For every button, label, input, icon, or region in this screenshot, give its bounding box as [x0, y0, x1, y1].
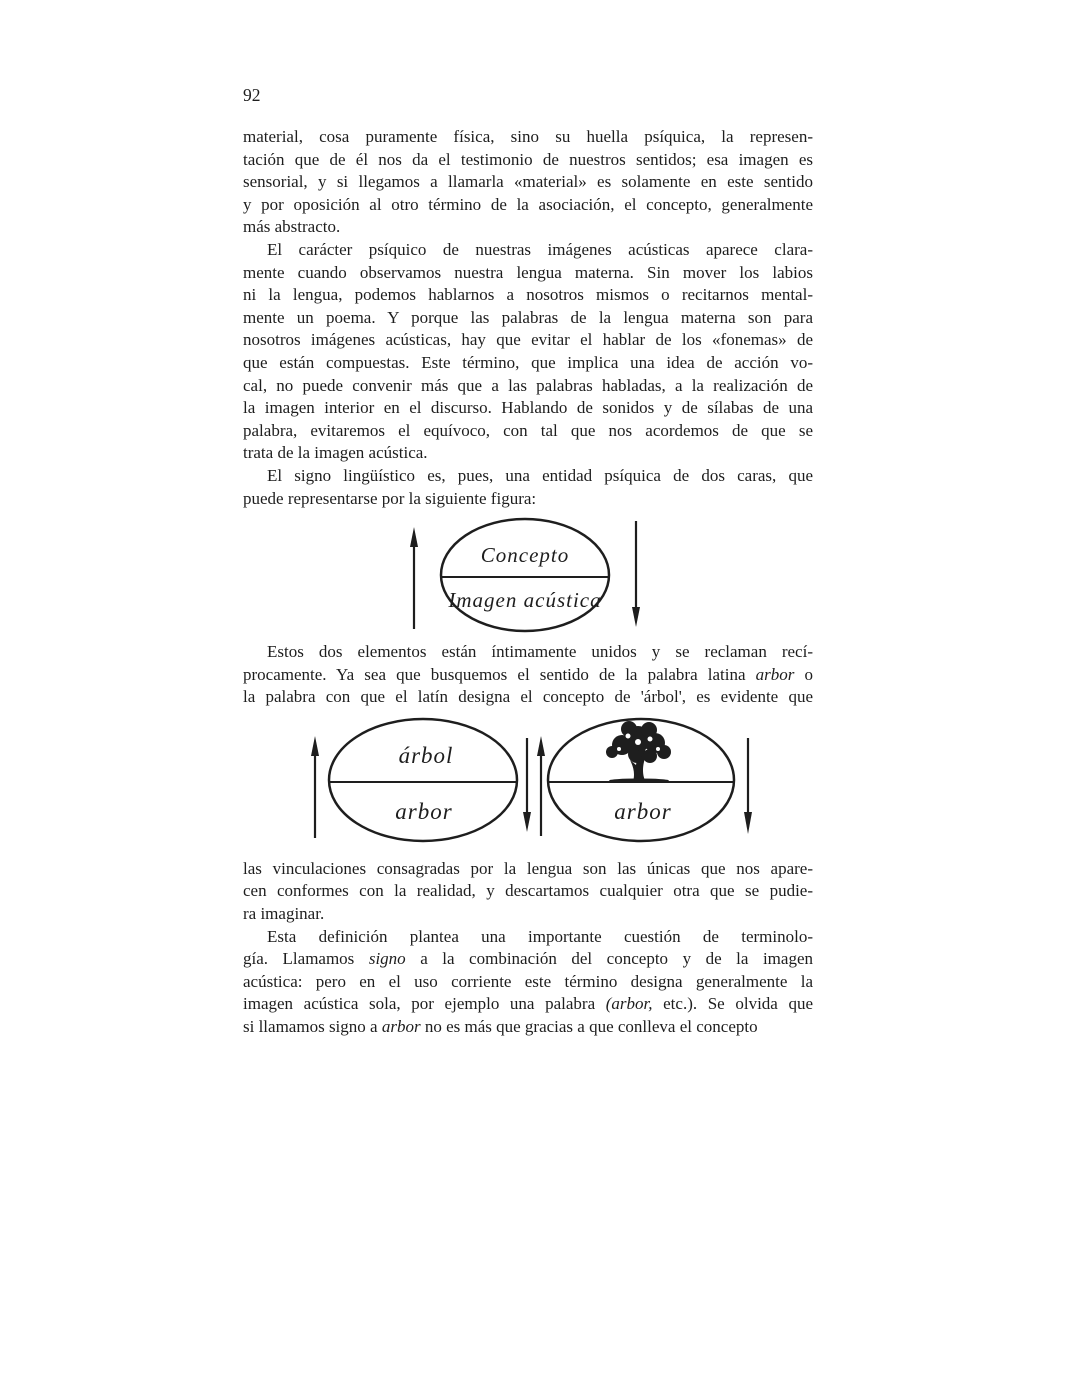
up-arrowhead-icon: [537, 736, 545, 756]
down-arrowhead-icon: [523, 812, 531, 832]
arbor-latin-label: arbor: [614, 798, 672, 824]
arbor-diagram-svg: [305, 712, 757, 850]
sign-diagram-svg: [403, 513, 643, 635]
text-line: El signo lingüístico es, pues, una entidad psíquica de dos caras, que: [267, 465, 813, 485]
paragraph-4: [243, 641, 813, 709]
text-line: El carácter psíquico de nuestras imágenes acústicas aparece clara-: [267, 239, 813, 259]
text-line: palabra, evitaremos el equívoco, con tal que nos acordemos de que se: [243, 420, 813, 440]
text-line: y por oposición al otro término de la asociación, el concepto, generalmente: [243, 194, 813, 214]
text-line: Esta definición plantea una importante cuestión de terminolo-: [267, 926, 813, 946]
text-line: cen conformes con la realidad, y descartamos cualquier otra que se pudie-: [243, 881, 813, 901]
concept-label: Concepto: [480, 543, 570, 568]
text-line: la palabra con que el latín designa el concepto de 'árbol', es evidente que: [243, 687, 813, 707]
text-line: ni la lengua, podemos hablarnos a nosotros mismos o recitarnos mental-: [243, 285, 813, 305]
text-line: sensorial, y si llegamos a llamarla «material» es solamente en este sentido: [243, 172, 813, 192]
text-line: puede representarse por la siguiente figura:: [243, 488, 537, 508]
text-line: tación que de él nos da el testimonio de nuestros sentidos; esa imagen es: [243, 149, 813, 169]
text-line: ra imaginar.: [243, 904, 325, 924]
text-column: [243, 85, 813, 1039]
arbor-diagram-figure: [305, 712, 813, 850]
text-line: imagen acústica sola, por ejemplo una palabra (arbor, etc.). Se olvida que: [243, 994, 814, 1014]
text-line: que están compuestas. Este término, que implica una idea de acción vo-: [243, 352, 813, 372]
text-line: más abstracto.: [243, 217, 341, 237]
page-number: 92: [243, 85, 261, 105]
down-arrowhead-icon: [632, 607, 640, 627]
paragraph-5: [243, 858, 813, 926]
up-arrowhead-icon: [410, 527, 418, 547]
text-line: si llamamos signo a arbor no es más que gracias a que conlleva el concepto: [243, 1017, 758, 1037]
sign-ellipse: [441, 519, 609, 631]
paragraph-1: [243, 126, 813, 239]
text-line: la imagen interior en el discurso. Hablando de sonidos y de sílabas de una: [243, 398, 813, 418]
text-line: las vinculaciones consagradas por la lengua son las únicas que nos apare-: [243, 858, 813, 878]
up-arrowhead-icon: [311, 736, 319, 756]
sign-diagram-figure: [403, 513, 813, 635]
text-line: Estos dos elementos están íntimamente unidos y se reclaman recí-: [267, 642, 813, 662]
text-line: gía. Llamamos signo a la combinación del concepto y de la imagen: [243, 949, 813, 969]
text-line: procamente. Ya sea que busquemos el sentido de la palabra latina arbor o: [243, 664, 813, 684]
text-line: mente cuando observamos nuestra lengua materna. Sin mover los labios: [243, 262, 813, 282]
arbol-label: árbol: [398, 742, 454, 768]
paragraph-3: [243, 465, 813, 510]
acoustic-image-label: Imagen acústica: [448, 588, 602, 613]
text-line: acústica: pero en el uso corriente este término designa generalmente la: [243, 971, 813, 991]
paragraph-6: [243, 926, 813, 1039]
text-line: cal, no puede convenir más que a las palabras habladas, a la realización de: [243, 375, 813, 395]
text-line: material, cosa puramente física, sino su huella psíquica, la represen-: [243, 127, 813, 146]
tree-icon: [606, 721, 671, 783]
text-line: trata de la imagen acústica.: [243, 443, 428, 463]
text-line: mente un poema. Y porque las palabras de la lengua materna son para: [243, 307, 813, 327]
paragraph-2: [243, 239, 813, 465]
down-arrowhead-icon: [744, 812, 752, 834]
text-line: nosotros imágenes acústicas, hay que evitar el hablar de los «fonemas» de: [243, 330, 813, 350]
arbor-latin-label: arbor: [395, 798, 453, 824]
